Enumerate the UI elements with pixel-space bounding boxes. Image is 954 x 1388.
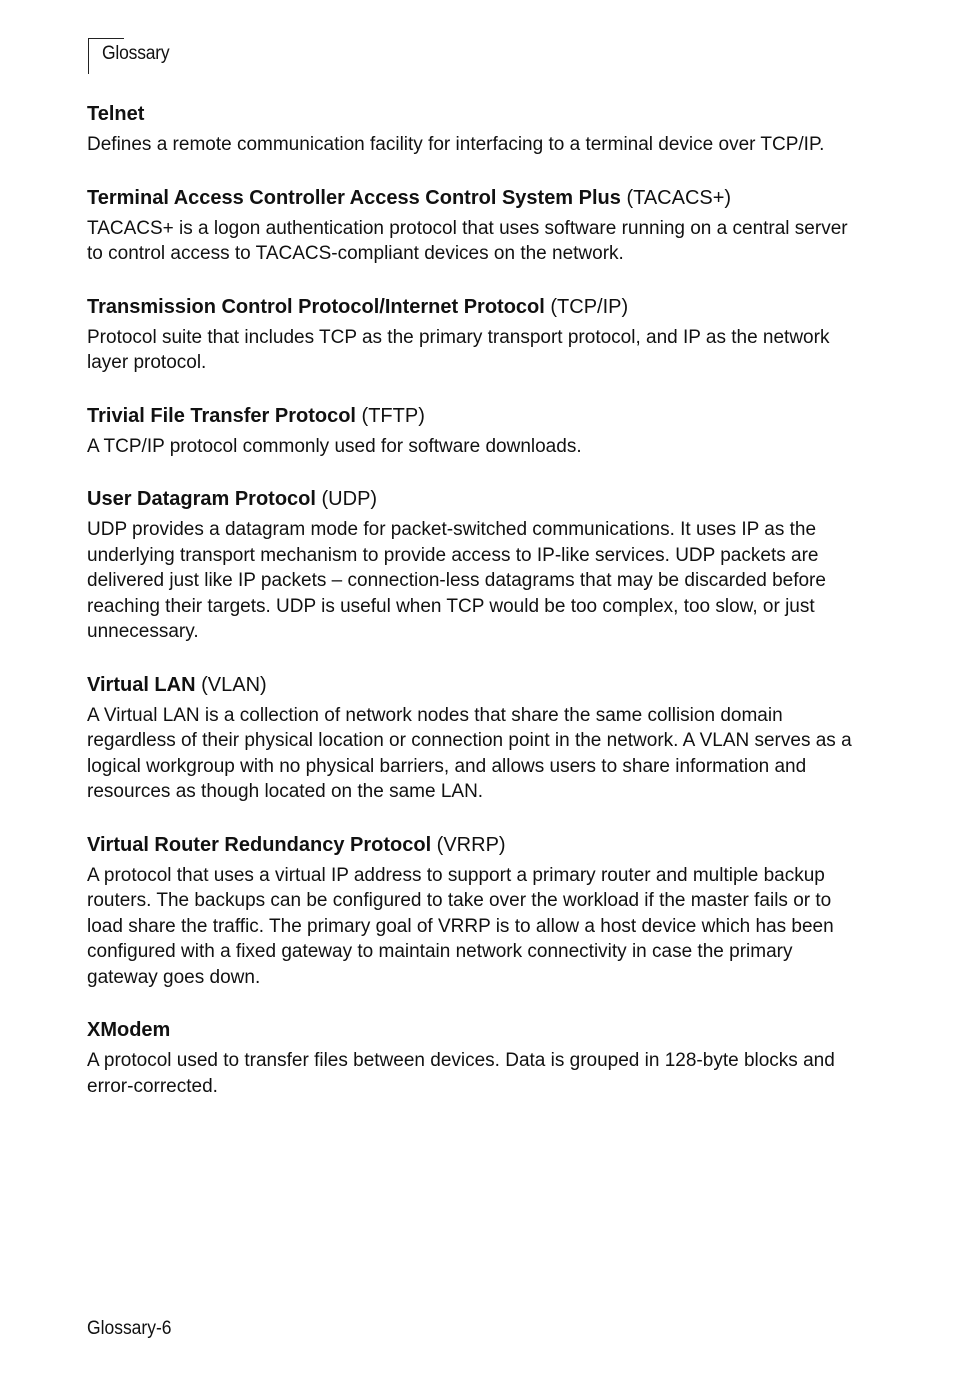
glossary-entry-udp	[87, 487, 857, 645]
glossary-definition: Defines a remote communication facility for interfacing to a terminal device over TCP/IP.	[87, 134, 825, 155]
term-abbreviation: (TACACS+)	[620, 186, 732, 209]
glossary-entry-vrrp	[87, 833, 857, 991]
glossary-definition: TACACS+ is a logon authentication protocol that uses software running on a central server to control access to TACACS-compliant devices on the network.	[87, 217, 848, 264]
header-corner-mark	[88, 38, 90, 74]
glossary-entry-telnet	[87, 102, 857, 158]
glossary-entry-tcp-ip	[87, 295, 857, 376]
glossary-term	[87, 673, 857, 697]
term-name: Virtual Router Redundancy Protocol	[87, 833, 432, 856]
term-name: Transmission Control Protocol/Internet Protocol	[87, 295, 545, 318]
term-abbreviation: (VLAN)	[195, 673, 267, 696]
glossary-definition: A protocol that uses a virtual IP address to support a primary router and multiple backup routers. The backups can be configured to take over the workload if the master fails or to load share the traffic. The primary goal of VRRP is to allow a host device which has been configured with a fixed gateway to maintain network connectivity in case the primary gateway goes down.	[87, 864, 834, 988]
term-abbreviation: (VRRP)	[431, 833, 506, 856]
glossary-content	[87, 102, 857, 1127]
term-abbreviation: (TFTP)	[355, 404, 425, 427]
glossary-definition: UDP provides a datagram mode for packet-switched communications. It uses IP as the underlying transport mechanism to provide access to IP-like services. UDP packets are delivered just like IP packets – connection-less datagrams that may be discarded before reaching their targets. UDP is useful when TCP would be too complex, too slow, or just unnecessary.	[87, 519, 826, 642]
term-abbreviation: (UDP)	[315, 488, 378, 510]
term-abbreviation: (TCP/IP)	[544, 295, 629, 318]
term-name: Trivial File Transfer Protocol	[87, 404, 356, 427]
glossary-definition: A protocol used to transfer files between devices. Data is grouped in 128-byte blocks and error-corrected.	[87, 1050, 835, 1097]
glossary-term	[87, 487, 857, 511]
running-head: Glossary	[102, 43, 170, 64]
glossary-term	[87, 102, 857, 126]
glossary-definition: A TCP/IP protocol commonly used for software downloads.	[87, 435, 582, 457]
glossary-entry-tftp	[87, 404, 857, 460]
term-name: XModem	[87, 1019, 171, 1041]
term-name: Terminal Access Controller Access Control System Plus	[87, 186, 621, 209]
glossary-term	[87, 295, 857, 319]
glossary-entry-tacacs	[87, 186, 857, 267]
glossary-term	[87, 186, 857, 210]
page-number: Glossary-6	[87, 1318, 172, 1339]
glossary-entry-xmodem	[87, 1018, 857, 1099]
glossary-term	[87, 1018, 857, 1042]
glossary-term	[87, 833, 857, 857]
term-name: User Datagram Protocol	[87, 488, 316, 510]
term-name: Virtual LAN	[87, 673, 196, 696]
glossary-definition: A Virtual LAN is a collection of network nodes that share the same collision domain regardless of their physical location or connection point in the network. A VLAN serves as a logical workgroup with no physical barriers, and allows users to share information and resources as though located on the same LAN.	[87, 704, 852, 802]
glossary-entry-vlan	[87, 673, 857, 805]
term-name: Telnet	[87, 103, 145, 125]
glossary-term	[87, 404, 857, 428]
glossary-definition: Protocol suite that includes TCP as the primary transport protocol, and IP as the network layer protocol.	[87, 326, 830, 373]
